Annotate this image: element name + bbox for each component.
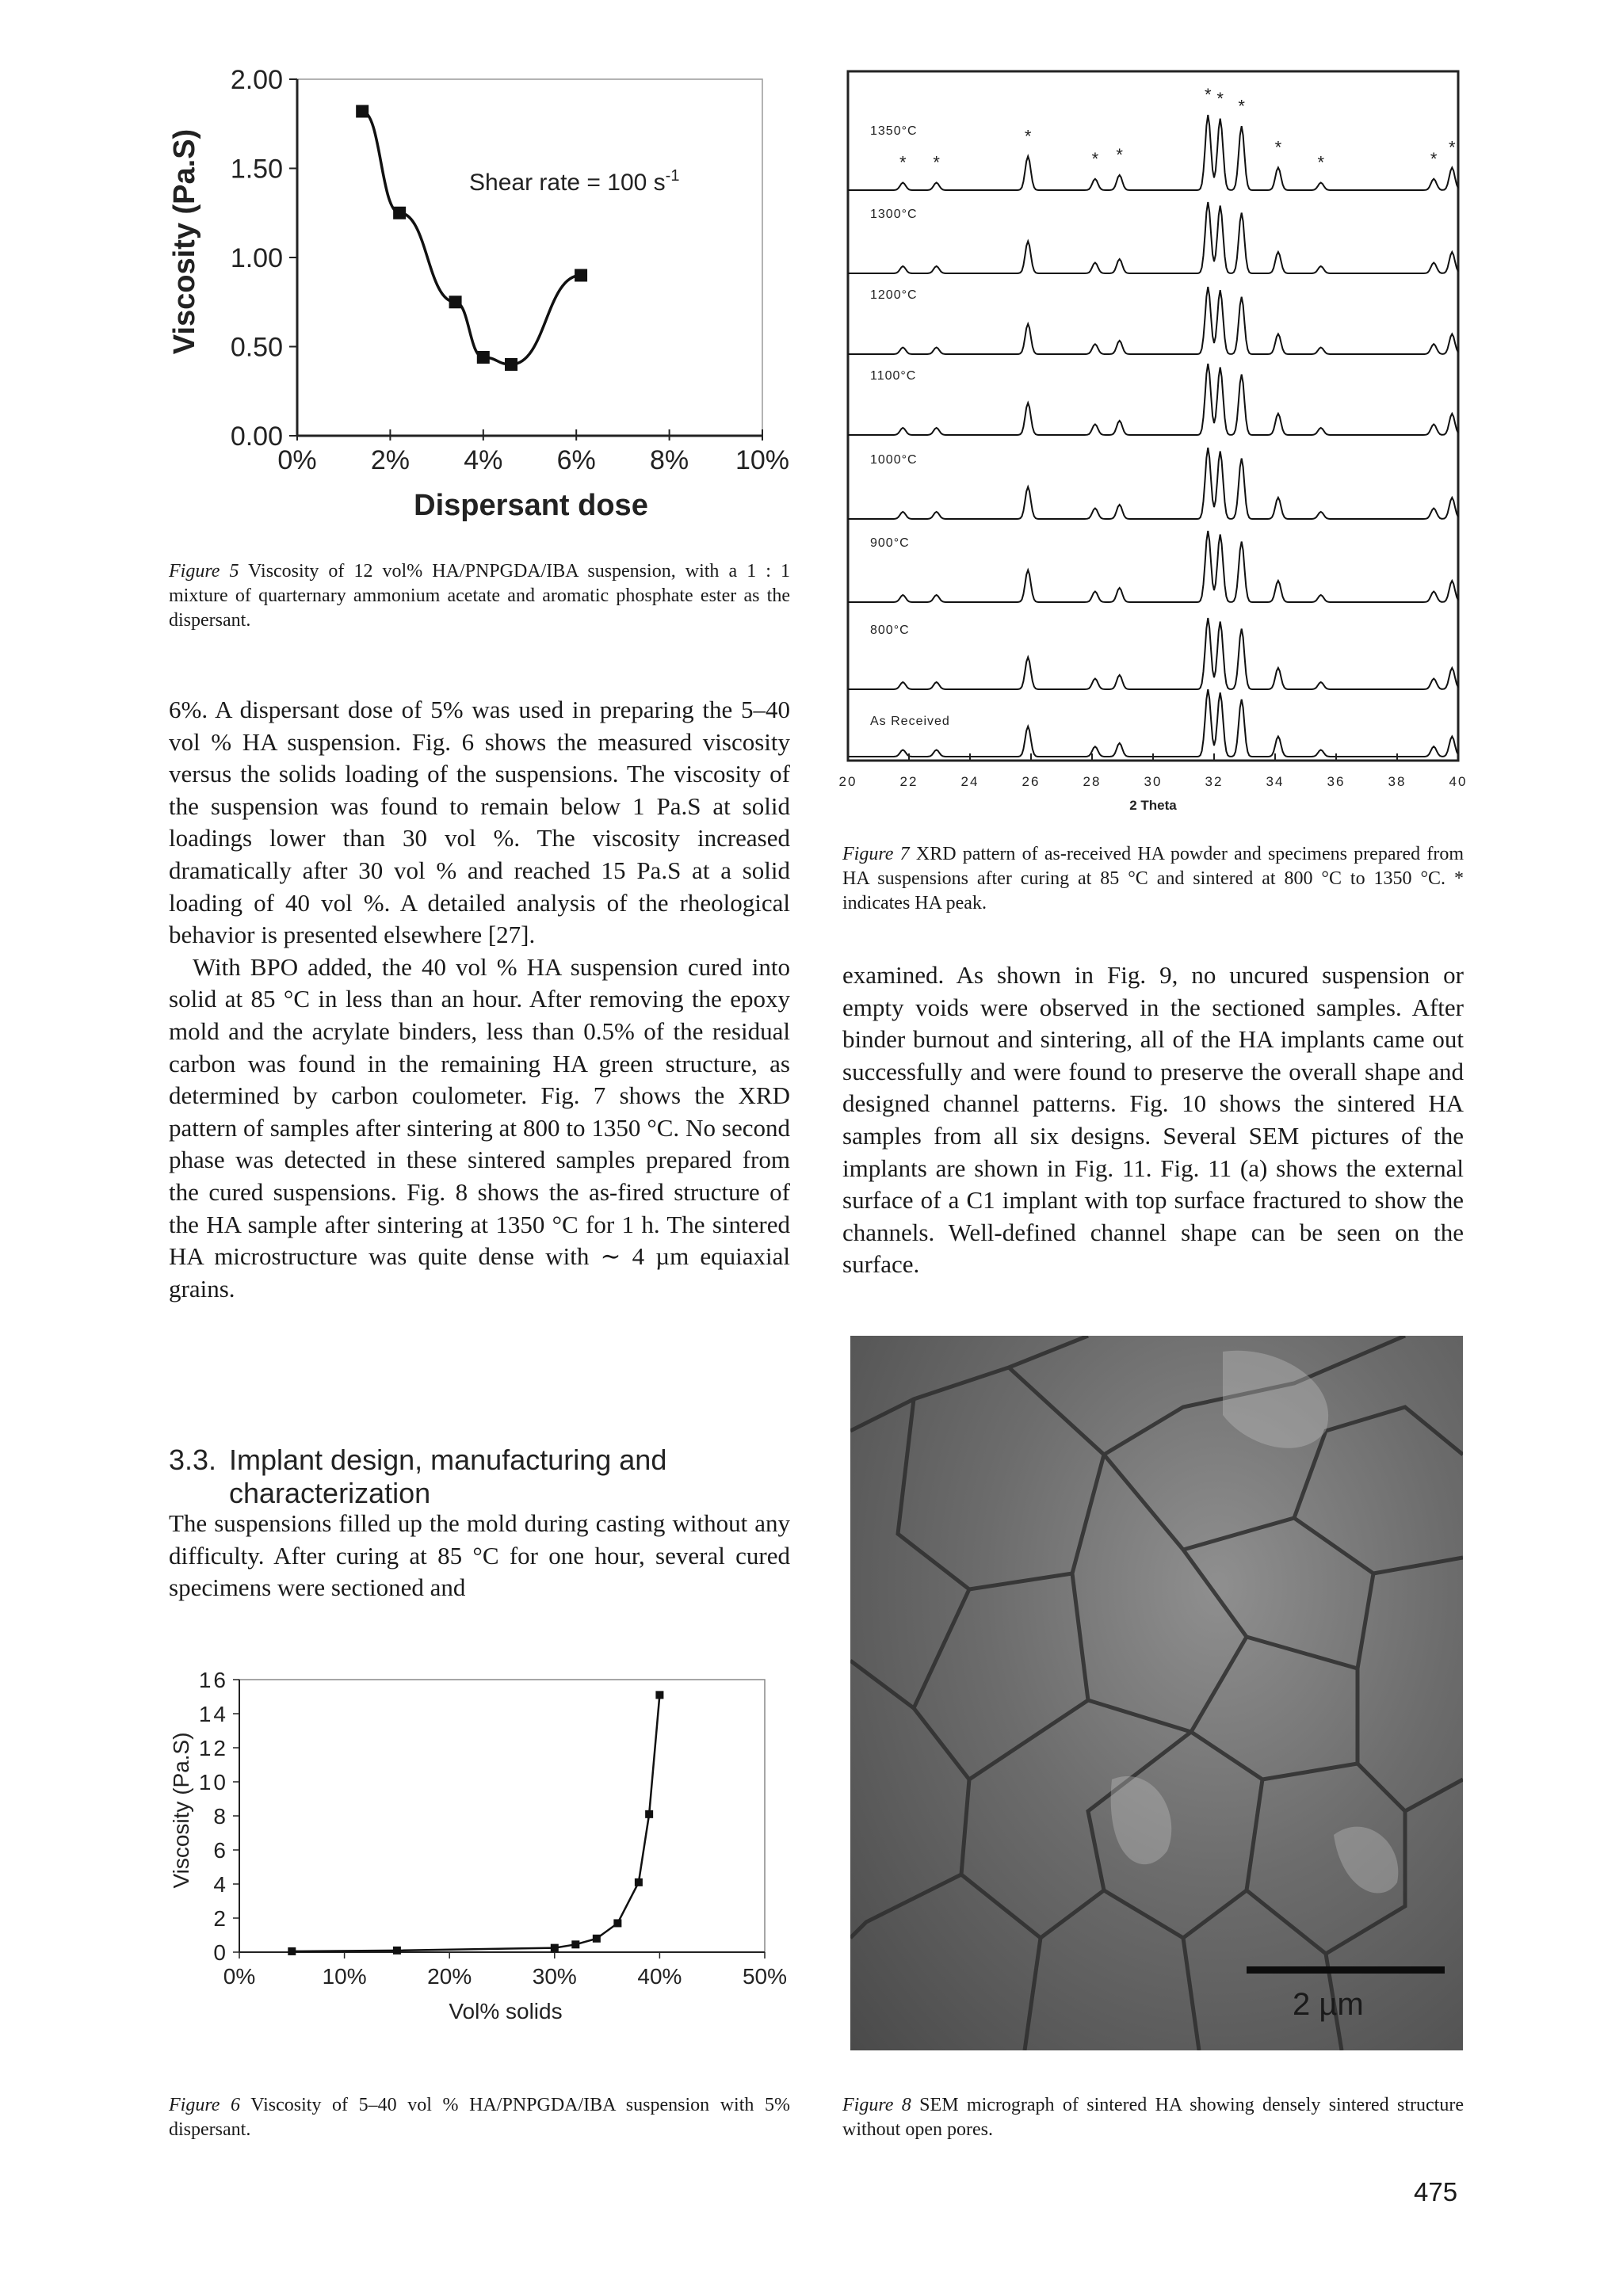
figure-7-peak-marker: * bbox=[1449, 137, 1456, 158]
figure-6-data-point bbox=[571, 1940, 579, 1948]
figure-7-caption bbox=[842, 842, 1464, 916]
figure-6-y-tick-label: 16 bbox=[198, 1668, 228, 1692]
figure-6-plot-frame bbox=[239, 1680, 765, 1952]
figure-5-x-tick-label: 0% bbox=[277, 445, 317, 475]
figure-7-x-tick-label: 32 bbox=[1205, 774, 1224, 789]
figure-7-series-label: 1350°C bbox=[870, 124, 918, 138]
figure-6-series-line bbox=[292, 1695, 659, 1951]
figure-8-caption bbox=[842, 2093, 1464, 2142]
figure-6-y-tick-label: 6 bbox=[213, 1838, 228, 1863]
figure-6-caption-label: Figure 6 bbox=[169, 2095, 241, 2115]
figure-7-peak-marker: * bbox=[899, 152, 907, 173]
figure-7-frame bbox=[848, 71, 1458, 761]
figure-6-data-point bbox=[613, 1919, 621, 1927]
section-title-line-1: Implant design, manufacturing and bbox=[229, 1444, 667, 1476]
figure-6-data-point bbox=[655, 1691, 663, 1699]
figure-7-peak-marker: * bbox=[1024, 126, 1032, 147]
page-number: 475 bbox=[1414, 2177, 1458, 2206]
figure-7-x-tick-label: 26 bbox=[1022, 774, 1041, 789]
figure-7-series-label: 1300°C bbox=[870, 208, 918, 221]
figure-5-y-tick-label: 1.50 bbox=[230, 154, 283, 185]
figure-5-annotation: Shear rate = 100 $s^{-1}$ bbox=[469, 167, 680, 196]
figure-7-series-label: 1200°C bbox=[870, 288, 918, 302]
figure-6-y-tick-label: 0 bbox=[213, 1940, 228, 1965]
figure-5-x-tick-label: 10% bbox=[735, 445, 790, 475]
figure-6-data-point bbox=[393, 1947, 401, 1955]
figure-7-x-tick-label: 36 bbox=[1327, 774, 1346, 789]
figure-6-y-tick-label: 14 bbox=[198, 1702, 228, 1726]
figure-7-x-tick-label: 24 bbox=[960, 774, 980, 789]
figure-7-series-label: 800°C bbox=[870, 624, 910, 637]
right-paragraph-1: examined. As shown in Fig. 9, no uncured suspension or empty voids were observed in the sectioned samples. After binder burnout and sintering, all of the HA implants came out successfully and were found to preserve the overall shape and designed channel patterns. Fig. 10 shows the sintered HA samples from all six designs. Several SEM pictures of the implants are shown in Fig. 11. Fig. 11 (a) shows the external surface of a C1 implant with top surface fractured to show the channels. Well-defined channel shape can be seen on the surface. bbox=[842, 961, 1464, 1279]
figure-5-y-tick-label: 1.00 bbox=[230, 243, 283, 273]
figure-8-scale-bar bbox=[1247, 1966, 1445, 1974]
figure-7-series-label: As Received bbox=[870, 715, 950, 728]
figure-5-y-axis-label: Viscosity (Pa.S) bbox=[168, 128, 201, 355]
figure-5-x-tick-label: 8% bbox=[650, 445, 689, 475]
figure-5-data-point bbox=[449, 296, 462, 308]
figure-7-peak-marker: * bbox=[1430, 148, 1438, 169]
figure-7-series-label: 900°C bbox=[870, 536, 910, 550]
figure-7-peak-marker: * bbox=[1205, 85, 1212, 105]
figure-7-peak-marker: * bbox=[1091, 148, 1099, 169]
figure-7-trace bbox=[848, 287, 1458, 354]
figure-7-x-tick-label: 38 bbox=[1388, 774, 1407, 789]
figure-7-caption-text: XRD pattern of as-received HA powder and specimens prepared from HA suspensions after curing at 85 °C and sintered at 800 °C to 1350 °C. * indicates HA peak. bbox=[842, 844, 1464, 913]
figure-8-caption-label: Figure 8 bbox=[842, 2095, 911, 2115]
figure-5-caption bbox=[169, 559, 790, 633]
figure-8-grain-structure bbox=[850, 1336, 1463, 2050]
figure-6-data-point bbox=[551, 1944, 559, 1952]
figure-5-chart bbox=[158, 55, 808, 531]
figure-7-peak-marker: * bbox=[1274, 137, 1282, 158]
figure-6-x-tick-label: 10% bbox=[322, 1964, 367, 1989]
figure-7-trace bbox=[848, 202, 1458, 273]
figure-6-y-axis-label: Viscosity (Pa.S) bbox=[169, 1732, 193, 1889]
figure-5-caption-label: Figure 5 bbox=[169, 561, 239, 582]
figure-5-data-point bbox=[575, 269, 587, 282]
figure-6-chart bbox=[158, 1656, 808, 2028]
figure-6-x-tick-label: 20% bbox=[427, 1964, 472, 1989]
figure-5-data-point bbox=[505, 358, 517, 371]
figure-5-data-point bbox=[393, 207, 406, 219]
figure-7-caption-label: Figure 7 bbox=[842, 844, 910, 864]
figure-6-caption-text: Viscosity of 5–40 vol % HA/PNPGDA/IBA suspension with 5% dispersant. bbox=[169, 2095, 790, 2140]
figure-7-peak-marker: * bbox=[1216, 88, 1224, 109]
figure-6-x-tick-label: 50% bbox=[742, 1964, 788, 1989]
left-paragraph-1: 6%. A dispersant dose of 5% was used in preparing the 5–40 vol % HA suspension. Fig. 6 shows the measured viscosity versus the solids loading of the suspensions. The viscosity of the suspension was found to remain below 1 Pa.S at solid loadings lower than 30 vol %. The viscosity increased dramatically after 30 vol % and reached 15 Pa.S at a solid loading of 40 vol %. A detailed analysis of the rheological behavior is presented elsewhere [27]. bbox=[169, 696, 790, 949]
figure-7-series-label: 1100°C bbox=[870, 369, 917, 383]
figure-7-x-tick-label: 40 bbox=[1449, 774, 1468, 789]
figure-6-data-point bbox=[635, 1878, 643, 1886]
figure-7-series-label: 1000°C bbox=[870, 453, 918, 467]
figure-7-x-tick-label: 30 bbox=[1144, 774, 1163, 789]
figure-5-data-point bbox=[356, 105, 369, 118]
figure-7-trace bbox=[848, 364, 1458, 435]
figure-5-series-line bbox=[362, 112, 581, 365]
figure-7-x-tick-label: 20 bbox=[838, 774, 857, 789]
section-heading-3-3 bbox=[169, 1444, 803, 1510]
figure-7-x-tick-label: 28 bbox=[1083, 774, 1102, 789]
figure-7-peak-marker: * bbox=[1317, 152, 1325, 173]
figure-5-y-tick-label: 2.00 bbox=[230, 65, 283, 95]
figure-6-caption bbox=[169, 2093, 790, 2142]
figure-6-y-tick-label: 4 bbox=[213, 1872, 228, 1897]
figure-5-data-point bbox=[477, 351, 490, 364]
figure-6-x-tick-label: 0% bbox=[223, 1964, 256, 1989]
right-column-text bbox=[842, 959, 1464, 1281]
figure-5-x-axis-label: Dispersant dose bbox=[414, 489, 648, 522]
figure-6-data-point bbox=[593, 1935, 601, 1943]
figure-7-x-tick-label: 22 bbox=[899, 774, 918, 789]
left-paragraph-2: With BPO added, the 40 vol % HA suspension cured into solid at 85 °C in less than an hour. After removing the epoxy mold and the acrylate binders, less than 0.5% of the residual carbon was found in the remaining HA green structure, as determined by carbon coulometer. Fig. 7 shows the XRD pattern of samples after sintering at 800 to 1350 °C. No second phase was detected in these sintered samples prepared from the cured suspensions. Fig. 8 shows the as-fired structure of the HA sample after sintering at 1350 °C for 1 h. The sintered HA microstructure was quite dense with ∼ 4 µm equiaxial grains. bbox=[169, 952, 790, 1302]
figure-6-data-point bbox=[288, 1947, 296, 1955]
figure-6-data-point bbox=[645, 1810, 653, 1818]
figure-7-peak-marker: * bbox=[933, 152, 940, 173]
figure-7-chart bbox=[832, 67, 1482, 828]
figure-7-trace bbox=[848, 448, 1458, 519]
figure-6-x-tick-label: 40% bbox=[637, 1964, 682, 1989]
left-column-text-after-heading bbox=[169, 1508, 790, 1604]
figure-5-x-tick-label: 4% bbox=[464, 445, 503, 475]
figure-6-x-tick-label: 30% bbox=[532, 1964, 577, 1989]
left-column-text bbox=[169, 694, 790, 1305]
figure-6-y-tick-label: 2 bbox=[213, 1906, 228, 1931]
figure-5-x-tick-label: 2% bbox=[370, 445, 410, 475]
figure-5-caption-text: Viscosity of 12 vol% HA/PNPGDA/IBA suspension, with a 1 : 1 mixture of quarternary ammonium acetate and aromatic phosphate ester as the dispersant. bbox=[169, 561, 790, 631]
figure-7-trace bbox=[848, 531, 1458, 602]
figure-7-x-axis-label: 2 Theta bbox=[1129, 798, 1177, 813]
figure-6-y-tick-label: 12 bbox=[198, 1736, 228, 1760]
figure-8-caption-text: SEM micrograph of sintered HA showing densely sintered structure without open pores. bbox=[842, 2095, 1464, 2140]
left-paragraph-3: The suspensions filled up the mold during casting without any difficulty. After curing at 85 °C for one hour, several cured specimens were sectioned and bbox=[169, 1509, 790, 1602]
figure-7-peak-marker: * bbox=[1238, 96, 1245, 116]
figure-6-y-tick-label: 10 bbox=[198, 1770, 228, 1794]
figure-8-sem-image bbox=[850, 1336, 1463, 2050]
figure-5-y-tick-label: 0.00 bbox=[230, 421, 283, 452]
figure-7-x-tick-label: 34 bbox=[1266, 774, 1285, 789]
figure-8-scale-bar-label: 2 µm bbox=[1293, 1987, 1364, 2022]
section-title-line-2: characterization bbox=[229, 1477, 431, 1509]
figure-7-trace bbox=[848, 618, 1458, 689]
figure-5-plot-frame bbox=[297, 79, 762, 436]
figure-5-y-tick-label: 0.50 bbox=[230, 332, 283, 363]
figure-5-x-tick-label: 6% bbox=[556, 445, 596, 475]
section-number: 3.3. bbox=[169, 1444, 217, 1476]
figure-7-peak-marker: * bbox=[1116, 145, 1123, 165]
figure-6-y-tick-label: 8 bbox=[213, 1804, 228, 1829]
figure-6-x-axis-label: Vol% solids bbox=[449, 1999, 563, 2023]
